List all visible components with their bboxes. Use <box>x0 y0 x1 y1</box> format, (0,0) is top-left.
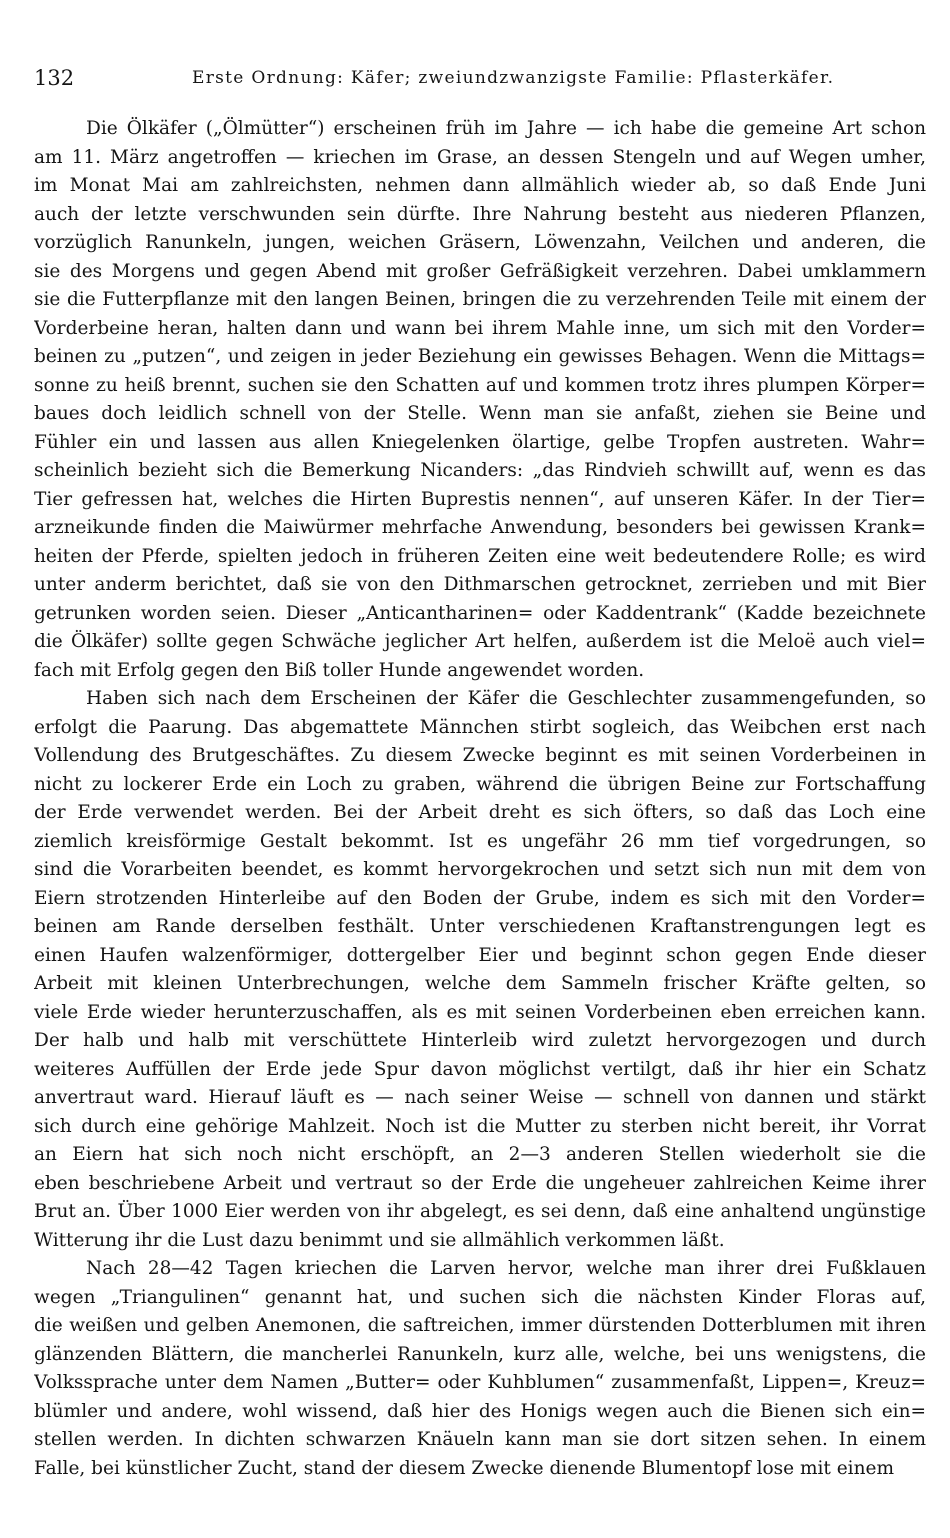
text-line: Die Ölkäfer („Ölmütter“) erscheinen früh im Jahre — ich habe die gemeine Art schon <box>86 118 926 139</box>
text-line: arzneikunde finden die Maiwürmer mehrfache Anwendung, besonders bei gewissen Krank= <box>34 517 926 538</box>
text-line: sie die Futterpflanze mit den langen Beinen, bringen die zu verzehrenden Teile mit einem der <box>34 289 926 310</box>
text-line: Falle, bei künstlicher Zucht, stand der diesem Zwecke dienende Blumentopf lose mit einem <box>34 1457 895 1479</box>
text-line: blümler und andere, wohl wissend, daß hier des Honigs wegen auch die Bienen sich ein= <box>34 1400 926 1422</box>
text-line: Vollendung des Brutgeschäftes. Zu diesem Zwecke beginnt es mit seinen Vorderbeinen in <box>34 745 926 766</box>
text-line: viele Erde wieder herunterzuschaffen, als es mit seinen Vorderbeinen eben erreichen kann. <box>34 1001 926 1023</box>
text-line: scheinlich bezieht sich die Bemerkung Nicanders: „das Rindvieh schwillt auf, wenn es das <box>34 460 926 481</box>
text-line: sonne zu heiß brennt, suchen sie den Schatten auf und kommen trotz ihres plumpen Körper= <box>34 374 926 396</box>
text-line: beinen am Rande derselben festhält. Unter verschiedenen Kraftanstrengungen legt es <box>34 916 926 937</box>
text-line: an Eiern hat sich noch nicht erschöpft, an 2—3 anderen Stellen wiederholt sie die <box>34 1144 926 1165</box>
text-line: Fühler ein und lassen aus allen Kniegelenken ölartige, gelbe Tropfen austreten. Wahr= <box>34 431 926 453</box>
paragraph <box>34 685 926 1255</box>
paragraph <box>34 1255 926 1483</box>
text-line: Brut an. Über 1000 Eier werden von ihr abgelegt, es sei denn, daß eine anhaltend ungünstige <box>34 1201 926 1222</box>
text-line: wegen „Triangulinen“ genannt hat, und suchen sich die nächsten Kinder Floras auf, <box>34 1286 926 1308</box>
text-line: erfolgt die Paarung. Das abgemattete Männchen stirbt sogleich, das Weibchen erst nach <box>34 716 926 738</box>
body-text <box>34 115 926 1483</box>
text-line: im Monat Mai am zahlreichsten, nehmen dann allmählich wieder ab, so daß Ende Juni <box>34 175 926 196</box>
text-line: anvertraut ward. Hierauf läuft es — nach seiner Weise — schnell von dannen und stärkt <box>34 1087 926 1108</box>
text-line: Witterung ihr die Lust dazu benimmt und sie allmählich verkommen läßt. <box>34 1229 725 1251</box>
text-line: auch der letzte verschwunden sein dürfte. Ihre Nahrung besteht aus niederen Pflanzen, <box>34 203 926 225</box>
page-header <box>34 60 924 94</box>
text-line: einen Haufen walzenförmiger, dottergelber Eier und beginnt schon gegen Ende dieser <box>34 944 926 966</box>
text-line: Vorderbeine heran, halten dann und wann bei ihrem Mahle inne, um sich mit den Vorder= <box>34 317 926 339</box>
text-line: sie des Morgens und gegen Abend mit großer Gefräßigkeit verzehren. Dabei umklammern <box>34 260 926 282</box>
text-line: der Erde verwendet werden. Bei der Arbeit dreht es sich öfters, so daß das Loch eine <box>34 802 926 823</box>
text-line: die Ölkäfer) sollte gegen Schwäche jeglicher Art helfen, außerdem ist die Meloë auch viel= <box>34 631 926 652</box>
text-line: Eiern strotzenden Hinterleibe auf den Boden der Grube, indem es sich mit den Vorder= <box>34 887 926 909</box>
text-line: am 11. März angetroffen — kriechen im Grase, an dessen Stengeln und auf Wegen umher, <box>34 146 926 168</box>
text-line: ziemlich kreisförmige Gestalt bekommt. Ist es ungefähr 26 mm tief vorgedrungen, so <box>34 830 926 852</box>
text-line: die weißen und gelben Anemonen, die saftreichen, immer dürstenden Dotterblumen mit ihren <box>34 1315 926 1336</box>
text-line: stellen werden. In dichten schwarzen Knäueln kann man sie dort sitzen sehen. In einem <box>34 1429 926 1450</box>
text-line: weiteres Auffüllen der Erde jede Spur davon möglichst vertilgt, daß ihr hier ein Schatz <box>34 1058 926 1080</box>
text-line: glänzenden Blättern, die mancherlei Ranunkeln, kurz alle, welche, bei uns wenigstens, die <box>34 1343 926 1365</box>
text-line: sich durch eine gehörige Mahlzeit. Noch ist die Mutter zu sterben nicht bereit, ihr Vorrat <box>34 1115 926 1137</box>
text-line: nicht zu lockerer Erde ein Loch zu graben, während die übrigen Beine zur Fortschaffung <box>34 773 926 795</box>
page-number: 132 <box>34 66 75 90</box>
text-line: getrunken worden seien. Dieser „Anticantharinen= oder Kaddentrank“ (Kadde bezeichnete <box>34 602 926 624</box>
text-line: Der halb und halb mit verschüttete Hinterleib wird zuletzt hervorgezogen und durch <box>34 1030 926 1051</box>
text-line: heiten der Pferde, spielten jedoch in früheren Zeiten eine weit bedeutendere Rolle; es wird <box>34 545 926 567</box>
text-line: vorzüglich Ranunkeln, jungen, weichen Gräsern, Löwenzahn, Veilchen und anderen, die <box>34 232 926 253</box>
text-line: fach mit Erfolg gegen den Biß toller Hunde angewendet worden. <box>34 659 645 681</box>
text-line: unter anderm berichtet, daß sie von den Dithmarschen getrocknet, zerrieben und mit Bier <box>34 574 926 595</box>
running-title: Erste Ordnung: Käfer; zweiundzwanzigste Familie: Pflasterkäfer. <box>192 68 835 88</box>
text-line: Volkssprache unter dem Namen „Butter= oder Kuhblumen“ zusammenfaßt, Lippen=, Kreuz= <box>34 1372 926 1393</box>
text-line: Arbeit mit kleinen Unterbrechungen, welche dem Sammeln frischer Kräfte gelten, so <box>34 973 926 994</box>
text-line: Tier gefressen hat, welches die Hirten Buprestis nennen“, auf unseren Käfer. In der Tier= <box>34 488 926 510</box>
text-line: Nach 28—42 Tagen kriechen die Larven hervor, welche man ihrer drei Fußklauen <box>86 1258 926 1279</box>
paragraph <box>34 115 926 685</box>
text-line: beinen zu „putzen“, und zeigen in jeder Beziehung ein gewisses Behagen. Wenn die Mittags= <box>34 346 926 367</box>
text-line: baues doch leidlich schnell von der Stelle. Wenn man sie anfaßt, ziehen sie Beine und <box>34 403 926 424</box>
text-line: sind die Vorarbeiten beendet, es kommt hervorgekrochen und setzt sich nun mit dem von <box>34 859 926 880</box>
text-line: Haben sich nach dem Erscheinen der Käfer die Geschlechter zusammengefunden, so <box>86 688 926 709</box>
text-line: eben beschriebene Arbeit und vertraut so der Erde die ungeheuer zahlreichen Keime ihrer <box>34 1172 926 1194</box>
